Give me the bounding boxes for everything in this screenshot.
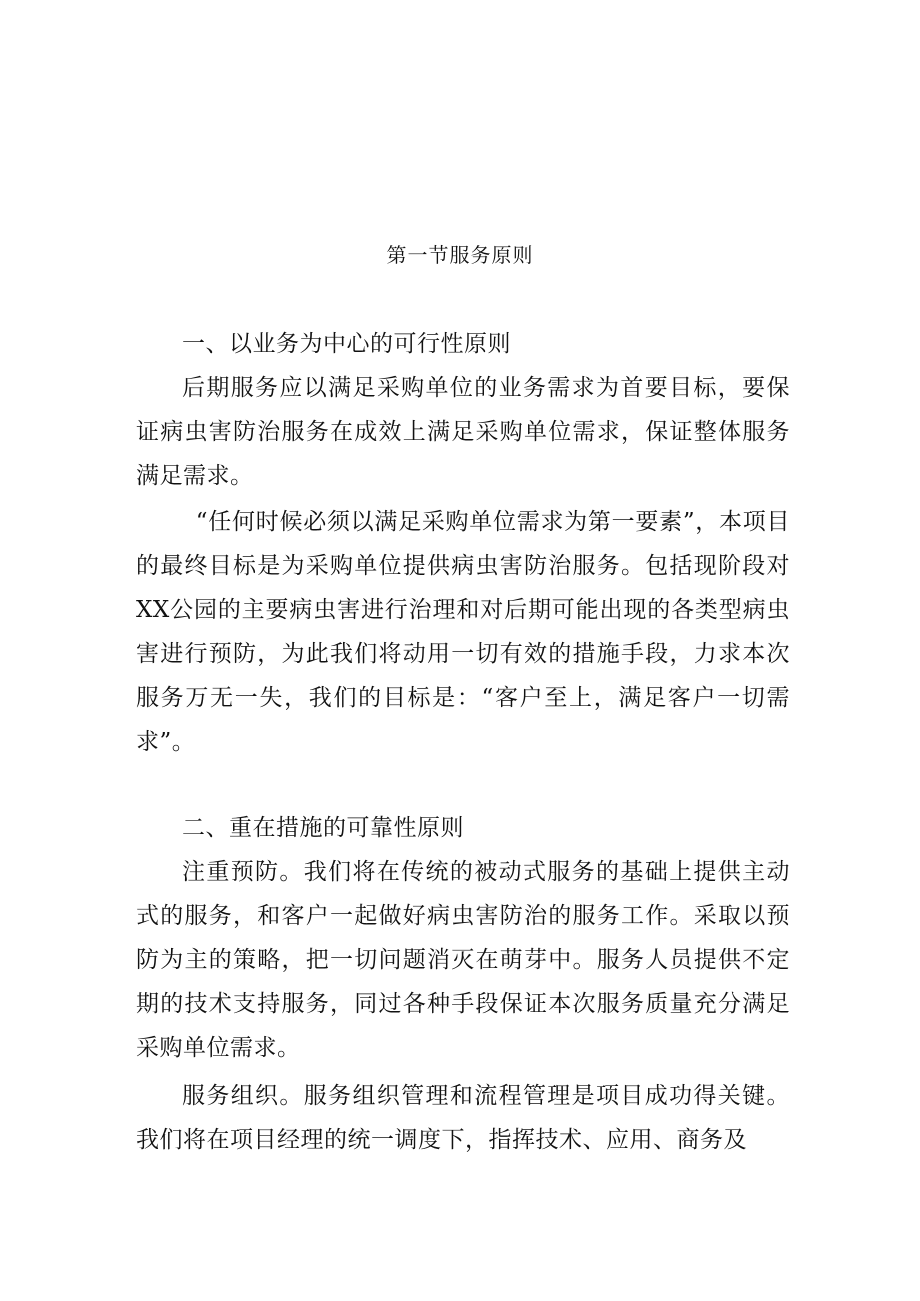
section-heading-1: 一、以业务为中心的可行性原则: [182, 331, 511, 357]
section-title: 第一节服务原则: [386, 243, 534, 267]
document-body: [136, 322, 790, 1162]
paragraph-2: “任何时候必须以满足采购单位需求为第一要素”，本项目的最终目标是为采购单位提供病虫害防治服务。包括现阶段对XX公园的主要病虫害进行治理和对后期可能出现的各类型病虫害进行预防，为此我们将动用一切有效的措施手段，力求本次服务万无一失，我们的目标是：“客户至上，满足客户一切需求”。: [136, 509, 790, 755]
paragraph-3: 注重预防。我们将在传统的被动式服务的基础上提供主动式的服务，和客户一起做好病虫害防治的服务工作。采取以预防为主的策略，把一切问题消灭在萌芽中。服务人员提供不定期的技术支持服务，同过各种手段保证本次服务质量充分满足采购单位需求。: [136, 859, 790, 1061]
paragraph-4: 服务组织。服务组织管理和流程管理是项目成功得关键。我们将在项目经理的统一调度下，指挥技术、应用、商务及: [136, 1083, 790, 1153]
section-heading-2: 二、重在措施的可靠性原则: [182, 815, 464, 841]
paragraph-1: 后期服务应以满足采购单位的业务需求为首要目标，要保证病虫害防治服务在成效上满足采购单位需求，保证整体服务满足需求。: [136, 375, 790, 489]
